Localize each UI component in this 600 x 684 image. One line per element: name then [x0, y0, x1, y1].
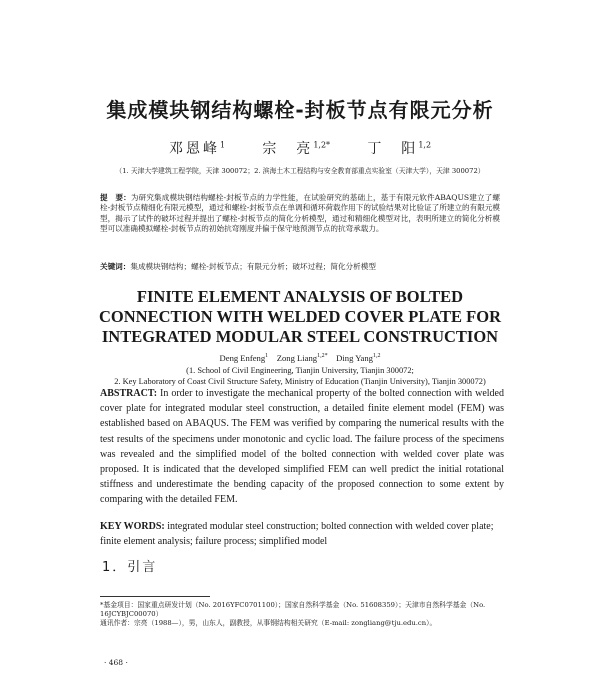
keywords-label: KEY WORDS:: [100, 521, 165, 532]
author-affiliation-mark: 1,2: [418, 140, 432, 150]
chinese-abstract: [100, 193, 500, 235]
chinese-keywords: [100, 262, 520, 272]
author-name: Zong Liang: [276, 353, 318, 363]
section-heading: 1．引言: [102, 560, 158, 575]
abstract-label: 提 要：: [100, 193, 131, 202]
english-abstract: [100, 386, 504, 508]
footnote-author-bio: 通讯作者：宗亮（1988—），男，山东人，副教授，从事钢结构相关研究（E-mail: zongliang@tju.edu.cn）。: [100, 619, 437, 628]
author-affiliation-mark: 1,2*: [317, 353, 328, 360]
english-authors: [0, 353, 600, 363]
chinese-affiliation: （1. 天津大学建筑工程学院，天津 300072；2. 滨海土木工程结构与安全教育部重点实验室（天津大学），天津 300072）: [115, 167, 485, 175]
author-name: Ding Yang: [336, 353, 373, 363]
author-name: Deng Enfeng: [219, 353, 266, 363]
keywords-text: 集成模块钢结构；螺栓-封板节点；有限元分析；破坏过程；简化分析模型: [130, 262, 376, 271]
author-name: 宗 亮: [262, 141, 314, 157]
english-affiliation-1: (1. School of Civil Engineering, Tianjin University, Tianjin 300072;: [186, 366, 414, 375]
footnote: [100, 601, 504, 629]
author-affiliation-mark: 1,2*: [313, 140, 331, 150]
english-keywords: [100, 519, 504, 549]
english-affiliation-2: 2. Key Laboratory of Coast Civil Structure Safety, Ministry of Education (Tianjin University), Tianjin 300072): [114, 377, 486, 386]
abstract-text: In order to investigate the mechanical property of the bolted connection with welded cover plate for integrated modular steel construction, a detailed finite element model (FEM) was established based on ABAQUS. The FEM was verified by comparing the numerical results with the test results of the specimens under monotonic and cyclic load. The failure process of the specimens was revealed and the simplified model of the bolted connection with welded cover plate was proposed. It is indicated that the developed simplified FEM can well predict the initial rotational stiffness and underestimate the bending capacity of the proposed connection to some extent by comparing with the detailed FEM.: [100, 388, 504, 506]
keywords-label: 关键词：: [100, 262, 131, 271]
chinese-authors: [0, 138, 600, 158]
footnote-funding: *基金项目：国家重点研发计划（No. 2016YFC0701100）；国家自然科学基金（No. 51608359）；天津市自然科学基金（No. 16JCYBJC00070）: [100, 601, 486, 619]
chinese-title: 集成模块钢结构螺栓-封板节点有限元分析: [106, 98, 494, 122]
page-number: · 468 ·: [104, 658, 128, 667]
author-affiliation-mark: 1,2: [372, 353, 381, 360]
abstract-text: 为研究集成模块钢结构螺栓-封板节点的力学性能，在试验研究的基础上，基于有限元软件ABAQUS建立了螺栓-封板节点精细化有限元模型，通过和螺栓-封板节点在单调和循环荷载作用下的试验结果对比验证了所建立的有限元模型，揭示了试件的破坏过程并提出了螺栓-封板节点的简化分析模型，通过和精细化模型对比，表明所建立的简化分析模型可以准确模拟螺栓-封板节点的初始抗弯刚度并偏于保守地预测节点的抗弯承载力。: [100, 193, 501, 234]
author-affiliation-mark: 1: [265, 353, 269, 360]
author-name: 邓恩峰: [168, 141, 220, 157]
author-name: 丁 阳: [367, 141, 419, 157]
abstract-label: ABSTRACT:: [100, 388, 158, 399]
title-line: INTEGRATED MODULAR STEEL CONSTRUCTION: [101, 327, 499, 346]
title-line: FINITE ELEMENT ANALYSIS OF BOLTED: [136, 287, 464, 306]
footnote-divider: [100, 596, 210, 597]
author-affiliation-mark: 1: [219, 140, 226, 150]
keywords-text: integrated modular steel construction; bolted connection with welded cover plate; finite element analysis; failure process; simplified model: [100, 521, 494, 548]
title-line: CONNECTION WITH WELDED COVER PLATE FOR: [98, 307, 502, 326]
english-title: [0, 287, 600, 347]
